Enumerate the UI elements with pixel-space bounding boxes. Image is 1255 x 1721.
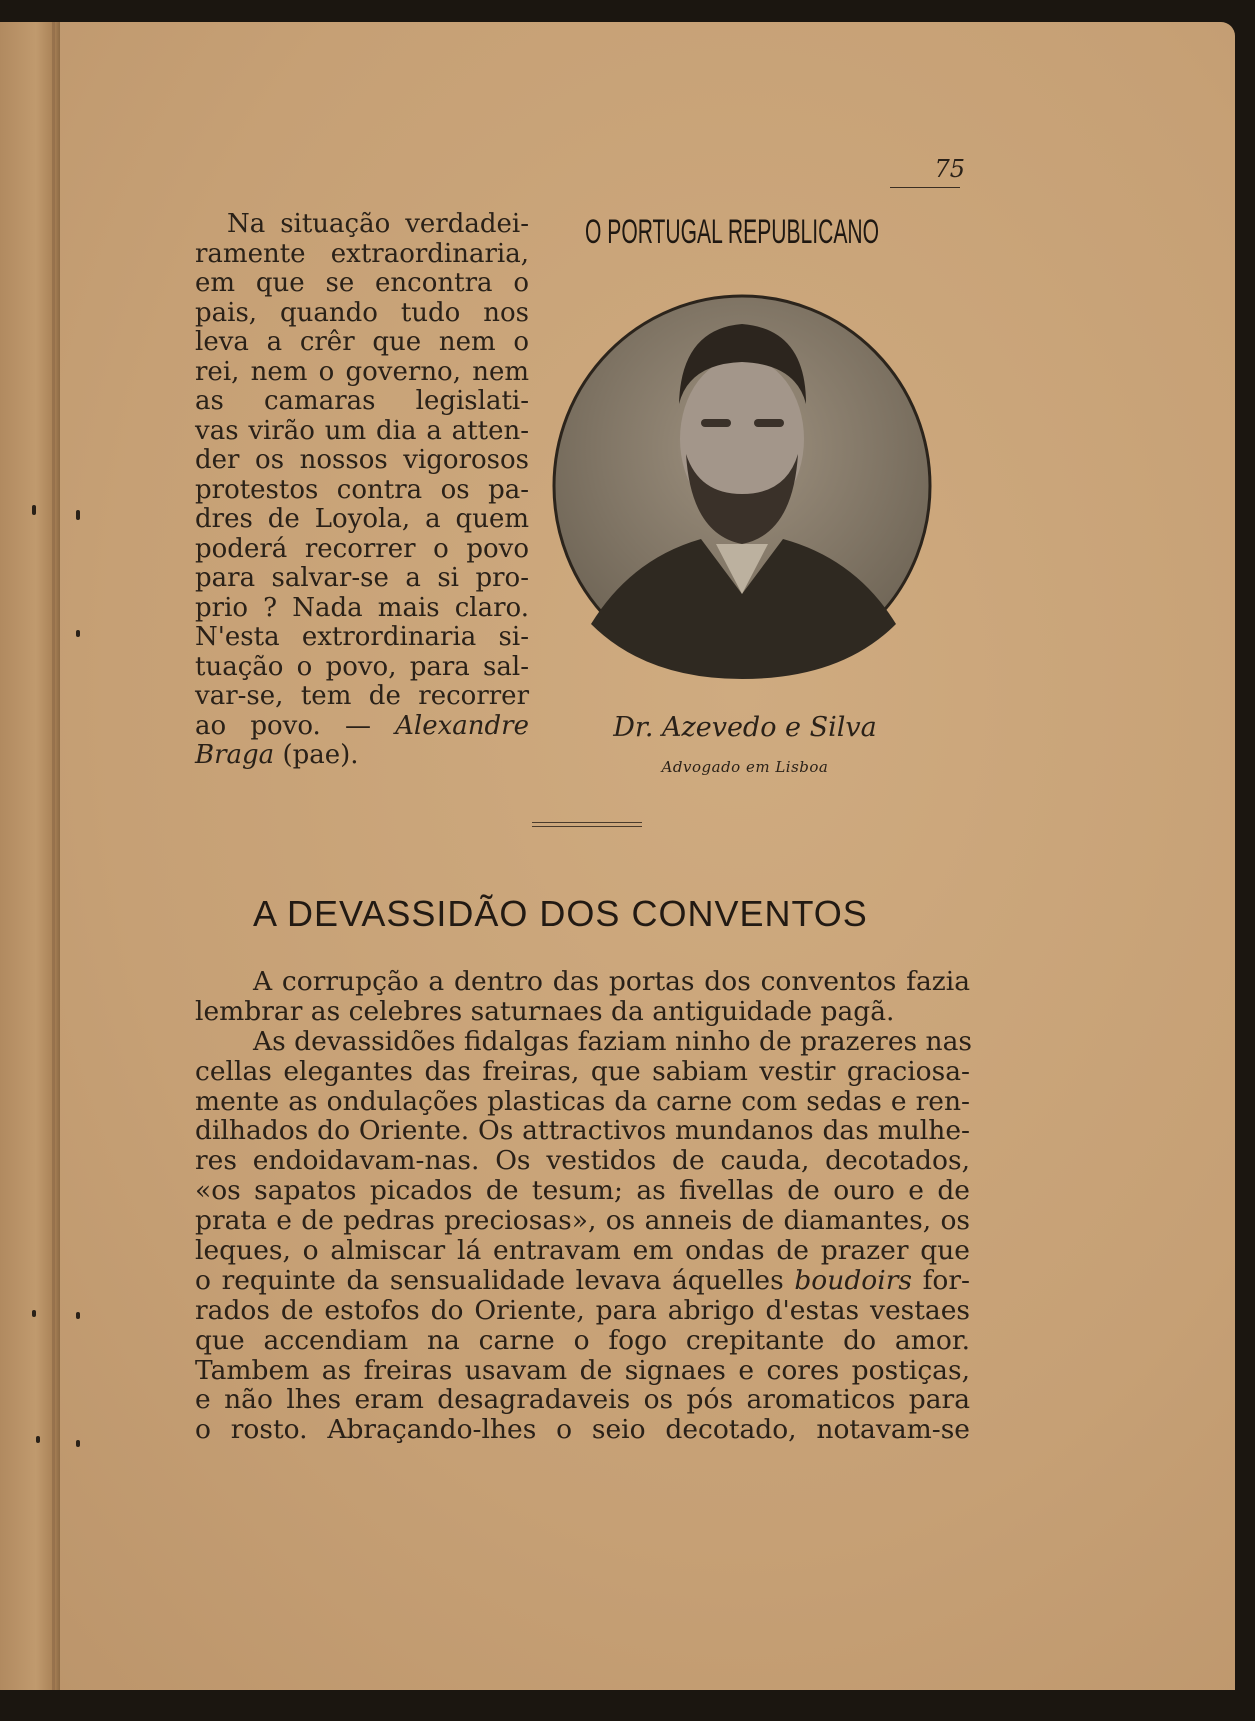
article-line: lembrar as celebres saturnaes da antiguidade pagã. <box>195 995 895 1027</box>
quote-line <box>195 741 529 771</box>
masthead-title: O PORTUGAL REPUBLICANO <box>585 213 880 251</box>
article-line: leques, o almiscar lá entravam em ondas de prazer que <box>195 1235 970 1267</box>
article-heading: A DEVASSIDÃO DOS CONVENTOS <box>253 893 868 934</box>
margin-mark <box>76 630 80 637</box>
quote-line: leva a crêr que nem o <box>195 327 529 357</box>
quote-author-last: Braga <box>195 740 275 770</box>
article-line: Tambem as freiras usavam de signaes e cores postiças, <box>195 1354 970 1386</box>
article-body <box>195 966 973 1446</box>
quote-line: as camaras legislati- <box>195 386 529 416</box>
article-italic-word: boudoirs <box>794 1264 912 1296</box>
quote-line: Na situação verdadei- <box>227 209 529 239</box>
article-text: o requinte da sensualidade levava áquelles <box>195 1264 795 1296</box>
article-line: cellas elegantes das freiras, que sabiam vestir graciosa- <box>195 1055 970 1087</box>
margin-mark <box>36 1436 40 1443</box>
quote-line: vas virão um dia a atten- <box>195 415 529 446</box>
page-number: 75 <box>934 155 965 183</box>
quote-line: der os nossos vigorosos <box>195 445 529 475</box>
article-line: «os sapatos picados de tesum; as fivellas de ouro e de <box>195 1175 970 1207</box>
quote-line: prio ? Nada mais claro. <box>195 592 529 623</box>
article-line: que accendiam na carne o fogo crepitante do amor. <box>195 1324 970 1356</box>
quote-line: rei, nem o governo, nem <box>195 356 529 387</box>
article-line: o rosto. Abraçando-lhes o seio decotado, notavam-se <box>195 1414 970 1446</box>
quote-line: protestos contra os pa- <box>195 474 529 505</box>
portrait-subcaption: Advogado em Lisboa <box>661 758 829 776</box>
quote-line: N'esta extrordinaria si- <box>195 622 529 652</box>
sidebar-quote <box>195 210 529 771</box>
quote-line: em que se encontra o <box>195 268 529 298</box>
article-line: prata e de pedras preciosas», os anneis de diamantes, os <box>195 1205 970 1237</box>
quote-author-suffix: (pae). <box>274 740 359 770</box>
binding-fold-line <box>52 22 55 1690</box>
quote-line: poderá recorrer o povo <box>195 533 529 564</box>
margin-mark <box>32 1310 36 1317</box>
page-binding-edge <box>0 22 60 1690</box>
article-line: e não lhes eram desagradaveis os pós aromaticos para <box>195 1384 970 1416</box>
margin-mark <box>32 505 36 515</box>
article-line: mente as ondulações plasticas da carne com sedas e ren- <box>195 1085 970 1117</box>
article-text: for- <box>911 1264 970 1296</box>
article-line: rados de estofos do Oriente, para abrigo d'estas vestaes <box>195 1294 970 1326</box>
quote-line: ramente extraordinaria, <box>195 238 529 269</box>
quote-line: para salvar-se a si pro- <box>195 563 529 593</box>
margin-mark <box>76 1312 80 1319</box>
margin-mark <box>76 1440 80 1447</box>
quote-text: ao povo. — <box>195 710 396 741</box>
article-line: res endoidavam-nas. Os vestidos de cauda, decotados, <box>195 1145 970 1177</box>
quote-line: dres de Loyola, a quem <box>195 504 529 534</box>
portrait-photo <box>551 294 933 679</box>
quote-line: var-se, tem de recorrer <box>195 681 529 711</box>
article-line: dilhados do Oriente. Os attractivos mundanos das mulhe- <box>195 1115 970 1147</box>
article-line <box>195 1266 970 1296</box>
quote-line: tuação o povo, para sal- <box>195 651 529 682</box>
quote-author-first: Alexandre <box>395 710 529 741</box>
portrait-caption: Dr. Azevedo e Silva <box>613 712 877 743</box>
page-number-rule <box>890 187 960 188</box>
article-line: As devassidões fidalgas faziam ninho de prazeres nas <box>253 1025 973 1057</box>
quote-line: pais, quando tudo nos <box>195 297 529 328</box>
section-divider <box>532 822 642 827</box>
margin-mark <box>76 510 80 520</box>
quote-line <box>195 712 529 742</box>
article-line: A corrupção a dentro das portas dos conventos fazia <box>253 966 970 997</box>
